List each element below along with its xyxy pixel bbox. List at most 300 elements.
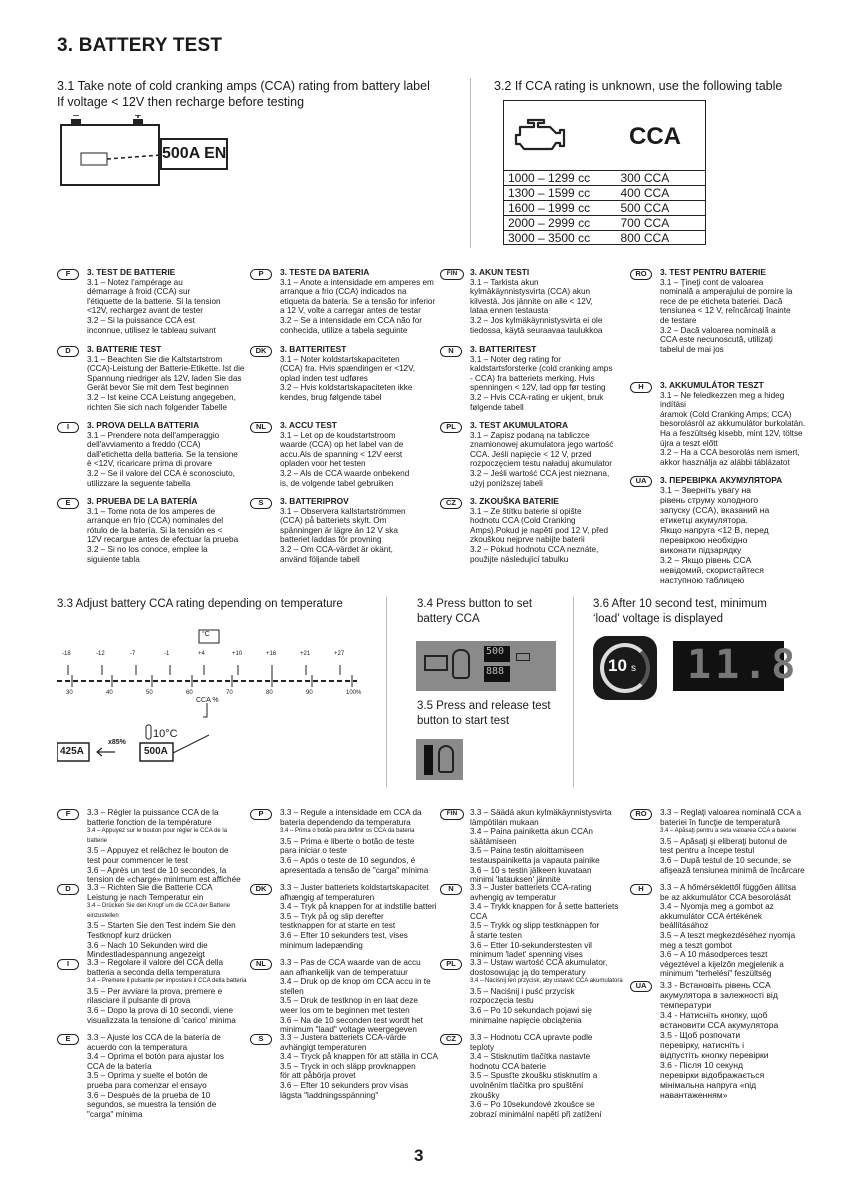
block-line: 3.4 – Paina painiketta akun CCAn säätämiseen <box>470 827 593 846</box>
block-line: bateriei în funcţie de temperatură <box>660 817 781 827</box>
block-line: <12V, rechargez avant de tester <box>87 306 203 316</box>
language-badge-h: H <box>630 382 652 393</box>
degc-label: °C <box>202 631 210 638</box>
language-badge-e: E <box>57 498 79 509</box>
block-line: 3.2 – Pokud hodnotu CCA neznáte, <box>470 544 599 554</box>
block-line: перевірку, натисніть і <box>660 1040 745 1050</box>
block-line: 3.6 – Dopo la prova di 10 secondi, viene <box>87 1005 234 1015</box>
block-line: 3.3 – A hőmérséklettől függően állítsa <box>660 883 797 892</box>
block-line: 3.4 – Tryck på knappen för att ställa in CCA <box>280 1052 438 1062</box>
block-title: 3. BATTERITEST <box>280 344 347 354</box>
block-title: 3. AKKUMULÁTOR TESZT <box>660 380 764 390</box>
language-block-p <box>280 808 440 875</box>
block-line: teploty <box>470 1042 495 1052</box>
temp-tick-label: +16 <box>266 651 277 657</box>
block-line: använd följande tabell <box>280 554 360 564</box>
block-line: 3.4 – Appuyez sur le bouton pour régler le CCA de la batterie <box>87 828 228 844</box>
block-line: 3.4 – Druk op de knop om CCA accu in te stellen <box>280 977 431 996</box>
block-line: tension de «charge» minimum est affichée <box>87 875 241 885</box>
temp-tick-label: -18 <box>62 651 71 657</box>
block-line: 3.2 – Ist keine CCA Leistung angegeben, <box>87 392 236 402</box>
block-line: kaldstartsforsterke (cold cranking amps <box>470 364 613 374</box>
block-line: 3.4 – Stisknutím tlačítka nastavte <box>470 1052 591 1062</box>
block-title: 3. ПЕРЕВІРКА АКУМУЛЯТОРА <box>660 475 783 485</box>
block-line: besorolásról az akkumulátor burkolatán. <box>660 419 806 429</box>
block-line: 3.1 – Let op de koudstartstroom <box>280 430 396 440</box>
block-line: 3.5 – Spusťte zkoušku stisknutím a <box>470 1071 598 1081</box>
block-line: dell'avviamento a freddo (CCA) <box>87 440 201 450</box>
language-badge-i: I <box>57 422 79 433</box>
block-line: 3.6 – După testul de 10 secunde, se <box>660 855 792 865</box>
block-line: етикетці акумулятора. <box>660 515 748 525</box>
language-badge-d: D <box>57 884 79 895</box>
block-line: 3.3 – Hodnotu CCA upravte podle <box>470 1033 593 1042</box>
block-line: 3.3 – Ajuste los CCA de la batería de <box>87 1033 221 1042</box>
language-badge-p: P <box>250 269 272 280</box>
block-line: 3.5 – Appuyez et relâchez le bouton de <box>87 846 229 856</box>
s36-title <box>593 597 767 627</box>
temp-tick-label: +10 <box>232 651 243 657</box>
battery-label-value: 500A EN <box>162 145 227 162</box>
page-number: 3 <box>414 1146 424 1165</box>
block-line: batterie fonction de la température <box>87 817 212 827</box>
block-line: 3.3 – Richten Sie die Batterie CCA <box>87 883 213 892</box>
s36-line1: 3.6 After 10 second test, minimum <box>593 598 767 610</box>
block-line: arranque en frío (CCA) nominales del <box>87 516 224 526</box>
block-line: Якщо напруга <12 В, перед <box>660 525 769 535</box>
battery-425a: 425A <box>60 746 84 757</box>
block-line: 3.6 – A 10 másodperces teszt <box>660 950 768 960</box>
block-line: conhecida, utilize a tabela seguinte <box>280 325 408 335</box>
language-badge-n: N <box>440 346 462 357</box>
block-line: 3.4 – Prima o botão para definir os CCA da bateria <box>280 828 415 835</box>
block-line: avhängigt temperaturen <box>280 1042 367 1052</box>
block-line: végeztével a kijelzőn megjelenik a <box>660 959 784 969</box>
block-line: 3.3 – Regule a intensidade em CCA da <box>280 808 422 817</box>
block-line: spenningen < 12V, lad opp før testing <box>470 383 606 393</box>
block-line: 3.3 – Juster batteriets CCA-rating <box>470 883 592 892</box>
block-line: 3.5 - Щоб розпочати <box>660 1030 741 1040</box>
block-line: rozpoczęciem testu naładuj akumulator <box>470 459 612 469</box>
block-line: inconnue, utilisez le tableau suivant <box>87 325 216 335</box>
cca-header: CCA <box>629 123 681 150</box>
block-line: 3.6 - Після 10 секунд <box>660 1060 743 1070</box>
block-line: 3.1 – Anote a intensidade em amperes em <box>280 277 434 287</box>
block-title: 3. TEST DE BATTERIE <box>87 267 176 277</box>
block-line: rilasciare il pulsante di prova <box>87 996 191 1006</box>
block-line: hodnotu CCA baterie <box>470 1061 547 1071</box>
temp-tick-label: +21 <box>300 651 311 657</box>
language-badge-f: F <box>57 809 79 820</box>
timer-value: 10 <box>608 656 627 675</box>
block-line: 3.5 – Tryk på og slip derefter <box>280 911 384 921</box>
cca-rows <box>504 170 705 245</box>
block-line: tabelul de mai jos <box>660 344 724 354</box>
block-title: 3. BATTERIE TEST <box>87 344 162 354</box>
block-line: 3.1 – Noter koldstartskapaciteten <box>280 354 400 364</box>
block-line: testauspainiketta ja vapauta painike <box>470 855 600 865</box>
block-line: Mindestladespannung angezeigt <box>87 950 205 960</box>
language-badge-cz: CZ <box>440 498 462 509</box>
language-badge-dk: DK <box>250 884 272 895</box>
block-line: 3.6 – Efter 10 sekunders prov visas <box>280 1080 409 1090</box>
block-line: перевірки відображається <box>660 1070 765 1080</box>
block-line: 3.1 – Зверніть увагу на <box>660 485 752 495</box>
block-line: 3.6 – Nach 10 Sekunden wird die <box>87 940 208 950</box>
language-block-i <box>87 421 247 488</box>
s34-line2: battery CCA <box>417 613 480 625</box>
language-block-nl <box>280 421 440 488</box>
block-line: Amps).Pokud je napětí pod 12 V, před <box>470 525 609 535</box>
block-line: 3.6 – Após o teste de 10 segundos, é <box>280 855 416 865</box>
language-block-dk <box>280 345 440 403</box>
block-line: lägsta "laddningsspänning" <box>280 1090 379 1100</box>
language-badge-nl: NL <box>250 422 272 433</box>
engine-size: 1600 – 1999 cc <box>508 201 591 215</box>
block-line: minimalne napięcie obciążenia <box>470 1015 582 1025</box>
block-line: встановити CCA акумулятора <box>660 1020 779 1030</box>
block-line: перевіркою необхідно <box>660 535 748 545</box>
block-line: 3.5 – Starten Sie den Test indem Sie den <box>87 921 236 931</box>
block-line: навантаженням» <box>660 1090 728 1100</box>
language-block-s <box>280 497 440 564</box>
cca-value: 800 CCA <box>620 231 670 245</box>
block-line: arranque a frio (CCA) indicados na <box>280 287 407 297</box>
language-block-n <box>470 883 630 960</box>
block-line: utilizzare la seguente tabella <box>87 478 191 488</box>
block-line: 3.2 – Als de CCA waarde onbekend <box>280 468 410 478</box>
block-line: rótulo de la batería. Si la tensión es < <box>87 525 223 535</box>
language-block-ua <box>660 980 810 1100</box>
block-line: lämpötilan mukaan <box>470 817 539 827</box>
temp-tick-label: -7 <box>130 651 136 657</box>
block-line: 3.3 – Régler la puissance CCA de la <box>87 808 219 817</box>
block-line: 3.2 – Jos kylmäkäynnistysvirta ei ole <box>470 315 603 325</box>
block-title: 3. BATTERIPROV <box>280 496 349 506</box>
block-line: мінімальна напруга «під <box>660 1080 757 1090</box>
s35-line2: button to start test <box>417 715 510 727</box>
scale-label: 100% <box>346 690 362 696</box>
block-line: 3.4 – Trykk knappen for å sette batteriets CCA <box>470 902 619 921</box>
block-line: 3.6 – 10 s testin jälkeen kuvataan <box>470 865 592 875</box>
block-line: (CCA)-Leistung der Batterie-Etikette. Ist die <box>87 364 245 374</box>
block-line: CCA este necunoscută, utilizaţi <box>660 335 773 345</box>
engine-size: 1000 – 1299 cc <box>508 171 591 185</box>
block-line: zkoušky <box>470 1090 500 1100</box>
block-line: minimum ladepænding <box>280 940 363 950</box>
engine-size: 1300 – 1599 cc <box>508 186 591 200</box>
block-line: 3.1 – Tome nota de los amperes de <box>87 506 216 516</box>
block-line: рівень струму холодного <box>660 495 759 505</box>
divider <box>386 597 387 787</box>
block-line: dall'etichetta della batteria. Se la tensione <box>87 449 238 459</box>
block-line: 3.5 – Trykk og slipp testknappen for <box>470 921 600 931</box>
language-block-h <box>660 883 810 979</box>
block-line: 3.5 – Apăsaţi şi eliberaţi butonul de <box>660 836 787 846</box>
block-line: CCA de la batería <box>87 1061 152 1071</box>
language-badge-ua: UA <box>630 981 652 992</box>
language-block-p <box>280 268 440 335</box>
block-line: spänningen är lägre än 12 V ska <box>280 525 398 535</box>
block-line: akkor használja az alábbi táblázatot <box>660 457 790 467</box>
s34-title <box>417 597 532 627</box>
finger-icon <box>452 649 470 679</box>
block-line: 3.3 – Juster batteriets koldstartskapacitet <box>280 883 429 892</box>
block-line: minimum "terhelési" feszültség <box>660 969 772 979</box>
block-line: dostosowując ją do temperatury <box>470 967 586 977</box>
cca-row <box>504 200 705 215</box>
block-line: meg a teszt gombot <box>660 940 732 950</box>
block-line: акумулятора в залежності від <box>660 990 778 1000</box>
s31-line2: If voltage < 12V then recharge before testing <box>57 95 305 109</box>
scale-label: 30 <box>66 690 73 696</box>
language-block-dk <box>280 883 440 950</box>
language-block-ro <box>660 808 810 875</box>
block-line: 3.5 – A teszt megkezdéséhez nyomja <box>660 930 796 940</box>
language-block-s <box>280 1033 440 1100</box>
block-line: etiqueta da bateria. Se a tensão for inferior <box>280 296 436 306</box>
battery-500a: 500A <box>144 746 168 757</box>
block-line: 3.1 – Ne feledkezzen meg a hideg indítási <box>660 390 785 410</box>
block-line: minimi 'latauksen' jännite <box>470 875 561 885</box>
language-badge-dk: DK <box>250 346 272 357</box>
block-line: запуску (CCA), вказаний на <box>660 505 770 515</box>
language-badge-fin: FIN <box>440 269 464 280</box>
block-line: (CCA) på batteriets skylt. Om <box>280 516 387 526</box>
language-block-n <box>470 345 630 412</box>
temp-label: 10°C <box>153 728 178 740</box>
block-line: 3.5 – Oprima y suelte el botón de <box>87 1071 208 1081</box>
block-line: "carga" mínima <box>87 1109 143 1119</box>
block-line: виконати підзарядку <box>660 545 742 555</box>
block-line: 3.5 – Prima e liberte o botão de teste <box>280 836 415 846</box>
block-line: 3.2 – Se a intensidade em CCA não for <box>280 315 423 325</box>
language-badge-nl: NL <box>250 959 272 970</box>
block-line: rozpoczęcia testu <box>470 996 534 1006</box>
cca-value: 700 CCA <box>620 216 670 230</box>
block-line: 3.3 – Justera batteriets CCA-värde <box>280 1033 407 1042</box>
language-block-pl <box>470 421 630 488</box>
temperature-chart <box>57 625 377 765</box>
block-line: 3.3 – Ustaw wartość CCA akumulator, <box>470 958 608 967</box>
language-block-e <box>87 497 247 564</box>
language-block-cz <box>470 1033 630 1119</box>
block-line: відпустіть кнопку перевірки <box>660 1050 769 1060</box>
block-line: weer los om te beginnen met testen <box>280 1005 410 1015</box>
engine-icon <box>510 117 568 157</box>
block-line: è <12V, ricaricare prima di provare <box>87 459 213 469</box>
test-button-panel <box>416 739 463 780</box>
language-block-f <box>87 268 247 335</box>
block-line: för att påbörja provet <box>280 1071 356 1081</box>
language-block-e <box>87 1033 247 1119</box>
block-line: testknappen for at starte en test <box>280 921 396 931</box>
cca-row <box>504 230 705 245</box>
block-line: 3.5 – Per avviare la prova, premere e <box>87 986 223 996</box>
block-line: nominală a amperajului de pornire la <box>660 287 793 297</box>
cca-value: 400 CCA <box>620 186 670 200</box>
block-line: 3.6 – Po 10sekundové zkoušce se <box>470 1100 595 1110</box>
block-line: prueba para comenzar el ensayo <box>87 1080 207 1090</box>
block-line: температури <box>660 1000 712 1010</box>
language-badge-p: P <box>250 809 272 820</box>
block-line: kylmäkäynnistysvirta (CCA) akun <box>470 287 591 297</box>
block-line: 3.5 – Naciśnij i puść przycisk <box>470 986 575 996</box>
language-badge-ua: UA <box>630 476 652 487</box>
block-line: a 12 V, volte a carregar antes de testar <box>280 306 421 316</box>
block-line: de testare <box>660 315 697 325</box>
block-line: zkouškou nejprve nabijte baterii <box>470 535 585 545</box>
block-line: tiedossa, käytä seuraavaa taulukkoa <box>470 325 603 335</box>
language-block-cz <box>470 497 630 564</box>
block-line: użyj poniższej tabeli <box>470 478 543 488</box>
block-line: tensiunea < 12 V, reîncărcaţi înainte <box>660 306 791 316</box>
block-line: - CCA) fra batteriets merking. Hvis <box>470 373 595 383</box>
temp-tick-label: +27 <box>334 651 345 657</box>
block-line: újra a teszt előtt <box>660 438 718 448</box>
block-line: 3.3 – Pas de CCA waarde van de accu <box>280 958 421 967</box>
language-badge-pl: PL <box>440 422 462 433</box>
block-line: 3.6 – Na de 10 seconden test wordt het <box>280 1015 423 1025</box>
language-badge-cz: CZ <box>440 1034 462 1045</box>
block-line: 3.3 – Reglaţi valoarea nominală CCA a <box>660 808 802 817</box>
block-line: siguiente tabla <box>87 554 140 564</box>
indicator-icon <box>516 653 530 661</box>
block-line: 3.2 – Si la puissance CCA est <box>87 315 195 325</box>
block-line: 3.4 – Tryk på knappen for at indstille batteri <box>280 902 437 912</box>
temp-tick-label: -12 <box>96 651 105 657</box>
block-line: batteria a seconda della temperatura <box>87 967 221 977</box>
block-title: 3. BATTERITEST <box>470 344 537 354</box>
block-line: uvolněním tlačítka pro spuštění <box>470 1080 584 1090</box>
block-line: apresentada a tensão de "carga" mínima <box>280 865 429 875</box>
block-line: test pentru a începe testul <box>660 846 755 856</box>
block-line: 3.6 – Après un test de 10 secondes, la <box>87 865 227 875</box>
block-line: 3.2 – Si no los conoce, emplee la <box>87 544 208 554</box>
block-title: 3. ACCU TEST <box>280 420 337 430</box>
block-line: Ha a feszültség kisebb, mint 12V, töltse <box>660 428 803 438</box>
block-title: 3. PROVA DELLA BATTERIA <box>87 420 200 430</box>
language-block-ua <box>660 475 810 585</box>
block-line: is, de volgende tabel gebruiken <box>280 478 394 488</box>
block-line: 3.2 – Dacă valoarea nominală a <box>660 325 776 335</box>
block-line: 3.4 – Oprima el botón para ajustar los <box>87 1052 224 1062</box>
cca-display-top: 500 <box>484 646 510 662</box>
block-line: bateria dependendo da temperatura <box>280 817 411 827</box>
block-line: 12V recargue antes de efectuar la prueba <box>87 535 239 545</box>
temp-tick-label: -1 <box>164 651 170 657</box>
cca-row <box>504 170 705 185</box>
block-line: 3.1 – Observera kallstartströmmen <box>280 506 406 516</box>
block-title: 3. AKUN TESTI <box>470 267 530 277</box>
cca-row <box>504 215 705 230</box>
block-line: følgende tabell <box>470 402 524 412</box>
block-line: l'étiquette de la batterie. Si la tension <box>87 296 221 306</box>
block-line: para iniciar o teste <box>280 846 347 856</box>
timer-unit: s <box>631 663 636 674</box>
scale-label: 70 <box>226 690 233 696</box>
language-badge-ro: RO <box>630 269 652 280</box>
language-block-h <box>660 381 810 467</box>
block-line: CCA. Jeśli napięcie < 12 V, przed <box>470 449 592 459</box>
block-line: å starte testen <box>470 930 522 940</box>
block-line: 3.2 – Якщо рівень CCA <box>660 555 752 565</box>
block-line: lataa ennen testausta <box>470 306 549 316</box>
cca-percent-label: CCA % <box>196 697 219 704</box>
block-line: 3.1 – Zapisz podaną na tabliczce <box>470 430 590 440</box>
scale-label: 90 <box>306 690 313 696</box>
block-line: znamionowej akumulatora jego wartość <box>470 440 614 450</box>
block-line: 3.1 – Prendere nota dell'amperaggio <box>87 430 220 440</box>
block-title: 3. TEST AKUMULATORA <box>470 420 569 430</box>
s35-title <box>417 699 551 729</box>
block-line: waarde (CCA) op het label van de <box>280 440 404 450</box>
block-line: невідомий, скористайтеся <box>660 565 764 575</box>
block-title: 3. ZKOUŠKA BATERIE <box>470 496 559 506</box>
block-line: aan afhankelijk van de temperatuur <box>280 967 408 977</box>
timer-display <box>593 636 657 700</box>
block-line: 3.6 – Después de la prueba de 10 <box>87 1090 211 1100</box>
language-block-d <box>87 883 247 960</box>
language-block-i <box>87 958 247 1025</box>
cca-value: 300 CCA <box>620 171 670 185</box>
block-line: batteriet laddas för provning <box>280 535 382 545</box>
block-line: afişează tensiunea minimă de încărcare <box>660 865 805 875</box>
block-line: richten Sie sich nach folgender Tabelle <box>87 402 228 412</box>
block-line: afhængig af temperaturen <box>280 892 375 902</box>
block-line: Spannung niedriger als 12V, laden Sie das <box>87 373 242 383</box>
block-line: akkumulátor CCA értékének beállításához <box>660 911 762 931</box>
factor-label: x85% <box>108 739 126 746</box>
cca-table <box>503 100 706 245</box>
block-line: 3.5 – Tryck in och släpp provknappen <box>280 1061 416 1071</box>
block-line: 3.2 – Hvis koldstartskapaciteten ikke <box>280 383 413 393</box>
cca-value: 500 CCA <box>620 201 670 215</box>
voltage-display: 11.8 <box>673 641 784 691</box>
language-badge-d: D <box>57 346 79 357</box>
block-title: 3. PRUEBA DE LA BATERÍA <box>87 496 198 506</box>
test-button[interactable] <box>424 745 433 775</box>
s32-title: 3.2 If CCA rating is unknown, use the following table <box>494 79 783 93</box>
block-line: 3.3 – Regolare il valore del CCA della <box>87 958 224 967</box>
battery-button-icon[interactable] <box>424 655 448 671</box>
language-badge-ro: RO <box>630 809 652 820</box>
block-line: accu.Als de spanning < 12V eerst <box>280 449 403 459</box>
s33-title: 3.3 Adjust battery CCA rating depending on temperature <box>57 598 343 610</box>
finger-icon <box>438 745 454 773</box>
language-block-d <box>87 345 247 412</box>
language-block-ro <box>660 268 810 354</box>
s31-text <box>57 78 430 110</box>
block-line: kilvestä. Jos jännite on alle < 12V, <box>470 296 593 306</box>
language-block-fin <box>470 808 630 885</box>
block-line: 3.6 – Etter 10-sekunderstesten vil <box>470 940 592 950</box>
block-line: 3.4 - Натисніть кнопку, щоб <box>660 1010 768 1020</box>
language-badge-f: F <box>57 269 79 280</box>
block-line: démarrage à froid (CCA) sur <box>87 287 191 297</box>
language-block-nl <box>280 958 440 1035</box>
block-line: 3.2 – Ha a CCA besorolás nem ismert, <box>660 448 800 458</box>
s34-line1: 3.4 Press button to set <box>417 598 533 610</box>
block-line: 3.4 – Nyomja meg a gombot az <box>660 902 774 912</box>
s31-line1: 3.1 Take note of cold cranking amps (CCA) rating from battery label <box>57 79 430 93</box>
block-line: 3.5 – Paina testin aloittamiseen <box>470 846 584 856</box>
block-line: visualizzata la tensione di 'carico' minima <box>87 1015 236 1025</box>
cca-row <box>504 185 705 200</box>
block-line: minimum 'ladet' spenning vises <box>470 950 583 960</box>
language-badge-pl: PL <box>440 959 462 970</box>
language-badge-fin: FIN <box>440 809 464 820</box>
